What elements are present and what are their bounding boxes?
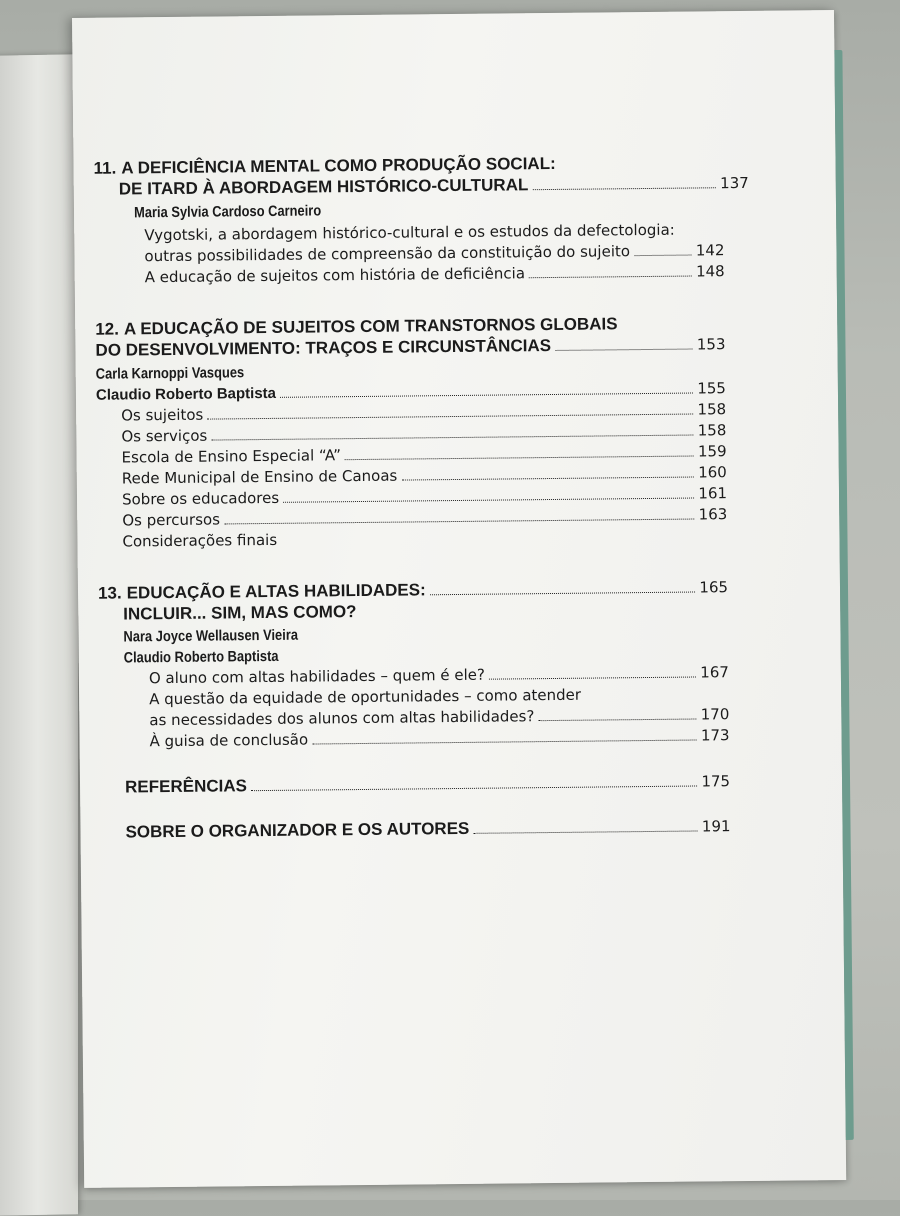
toc-entry-11 [93,151,749,289]
dot-leader [538,718,696,721]
chapter-author: Claudio Roberto Baptista [123,647,279,667]
subsection-page-number: 142 [695,241,725,260]
subsection-page-number: 158 [697,421,727,440]
chapter-author: Maria Sylvia Cardoso Carneiro [133,202,322,222]
subsection-page-number: 161 [698,484,728,503]
chapter-page-number: 165 [699,578,729,597]
author-page-number: 155 [697,379,727,398]
subsection-title: Os sujeitos [121,405,204,425]
chapter-title-line-2: INCLUIR... SIM, MAS COMO? [123,602,357,624]
chapter-number: 11. [93,158,117,178]
subsection-title: outras possibilidades de compreensão da constituição do sujeito [144,242,631,266]
book-cover-edge [834,50,853,1140]
dot-leader [473,830,698,833]
subsection-line: Vygotski, a abordagem histórico-cultural e os estudos da defectologia: [144,220,675,245]
chapter-number: 12. [95,319,119,339]
about-authors-title: SOBRE O ORGANIZADOR E OS AUTORES [125,818,470,842]
backmatter [100,770,731,843]
book-page [72,10,846,1188]
subsection-page-number: 173 [700,726,730,745]
toc-entry-13 [98,576,730,753]
dot-leader [430,592,696,596]
dot-leader [529,276,692,279]
dot-leader [634,255,692,257]
subsection-title: Escola de Ensino Especial “A” [121,446,342,467]
dot-leader [345,456,694,461]
dot-leader [283,498,694,503]
subsection-page-number: 159 [697,442,727,461]
chapter-page-number: 153 [696,335,726,354]
subsection-page-number: 148 [695,262,725,281]
toc-entry-12 [95,312,727,553]
dot-leader [280,393,693,398]
dot-leader [532,187,716,190]
subsection-page-number: 160 [698,463,727,482]
subsection-title: O aluno com altas habilidades – quem é ele? [148,665,485,688]
subsection-title: À guisa de conclusão [149,730,309,751]
table-of-contents [93,151,749,843]
adjacent-page-edge [0,54,78,1216]
chapter-page-number: 137 [720,173,749,193]
references-page-number: 175 [701,772,731,791]
subsection-title: Sobre os educadores [121,488,280,509]
chapter-title-line-2: DE ITARD À ABORDAGEM HISTÓRICO-CULTURAL [118,175,529,199]
chapter-title-line-1: A DEFICIÊNCIA MENTAL COMO PRODUÇÃO SOCIAL: [121,153,556,178]
chapter-author: Carla Karnoppi Vasques [95,364,245,383]
subsection-title: Os serviços [121,426,208,446]
dot-leader [555,349,693,351]
subsection-page-number: 167 [700,663,729,682]
chapter-title-line-1: EDUCAÇÃO E ALTAS HABILIDADES: [126,580,426,603]
subsection-page-number: 163 [698,505,728,524]
chapter-author: Nara Joyce Wellausen Vieira [123,626,299,646]
subsection-title: Considerações finais [122,530,278,551]
dot-leader [401,477,694,481]
subsection-line: A questão da equidade de oportunidades – como atender [149,685,582,709]
subsection-title: A educação de sujeitos com história de deficiência [144,264,526,287]
subsection-title: as necessidades dos alunos com altas habilidades? [149,707,535,730]
subsection-title: Os percursos [122,510,221,530]
dot-leader [207,414,693,420]
references-title: REFERÊNCIAS [124,776,248,797]
dot-leader [211,435,693,441]
dot-leader [489,676,696,679]
dot-leader [251,785,697,791]
chapter-number: 13. [97,583,122,603]
subsection-page-number: 170 [700,705,730,724]
dot-leader [224,519,695,525]
chapter-title-line-1: A EDUCAÇÃO DE SUJEITOS COM TRANSTORNOS GLOBAIS [123,314,618,339]
chapter-author: Claudio Roberto Baptista [95,384,277,404]
about-authors-page-number: 191 [701,817,731,836]
dot-leader [312,739,697,744]
subsection-page-number: 158 [697,400,727,419]
chapter-title-line-2: DO DESENVOLVIMENTO: TRAÇOS E CIRCUNSTÂNCIAS [95,336,552,360]
subsection-title: Rede Municipal de Ensino de Canoas [121,466,398,488]
